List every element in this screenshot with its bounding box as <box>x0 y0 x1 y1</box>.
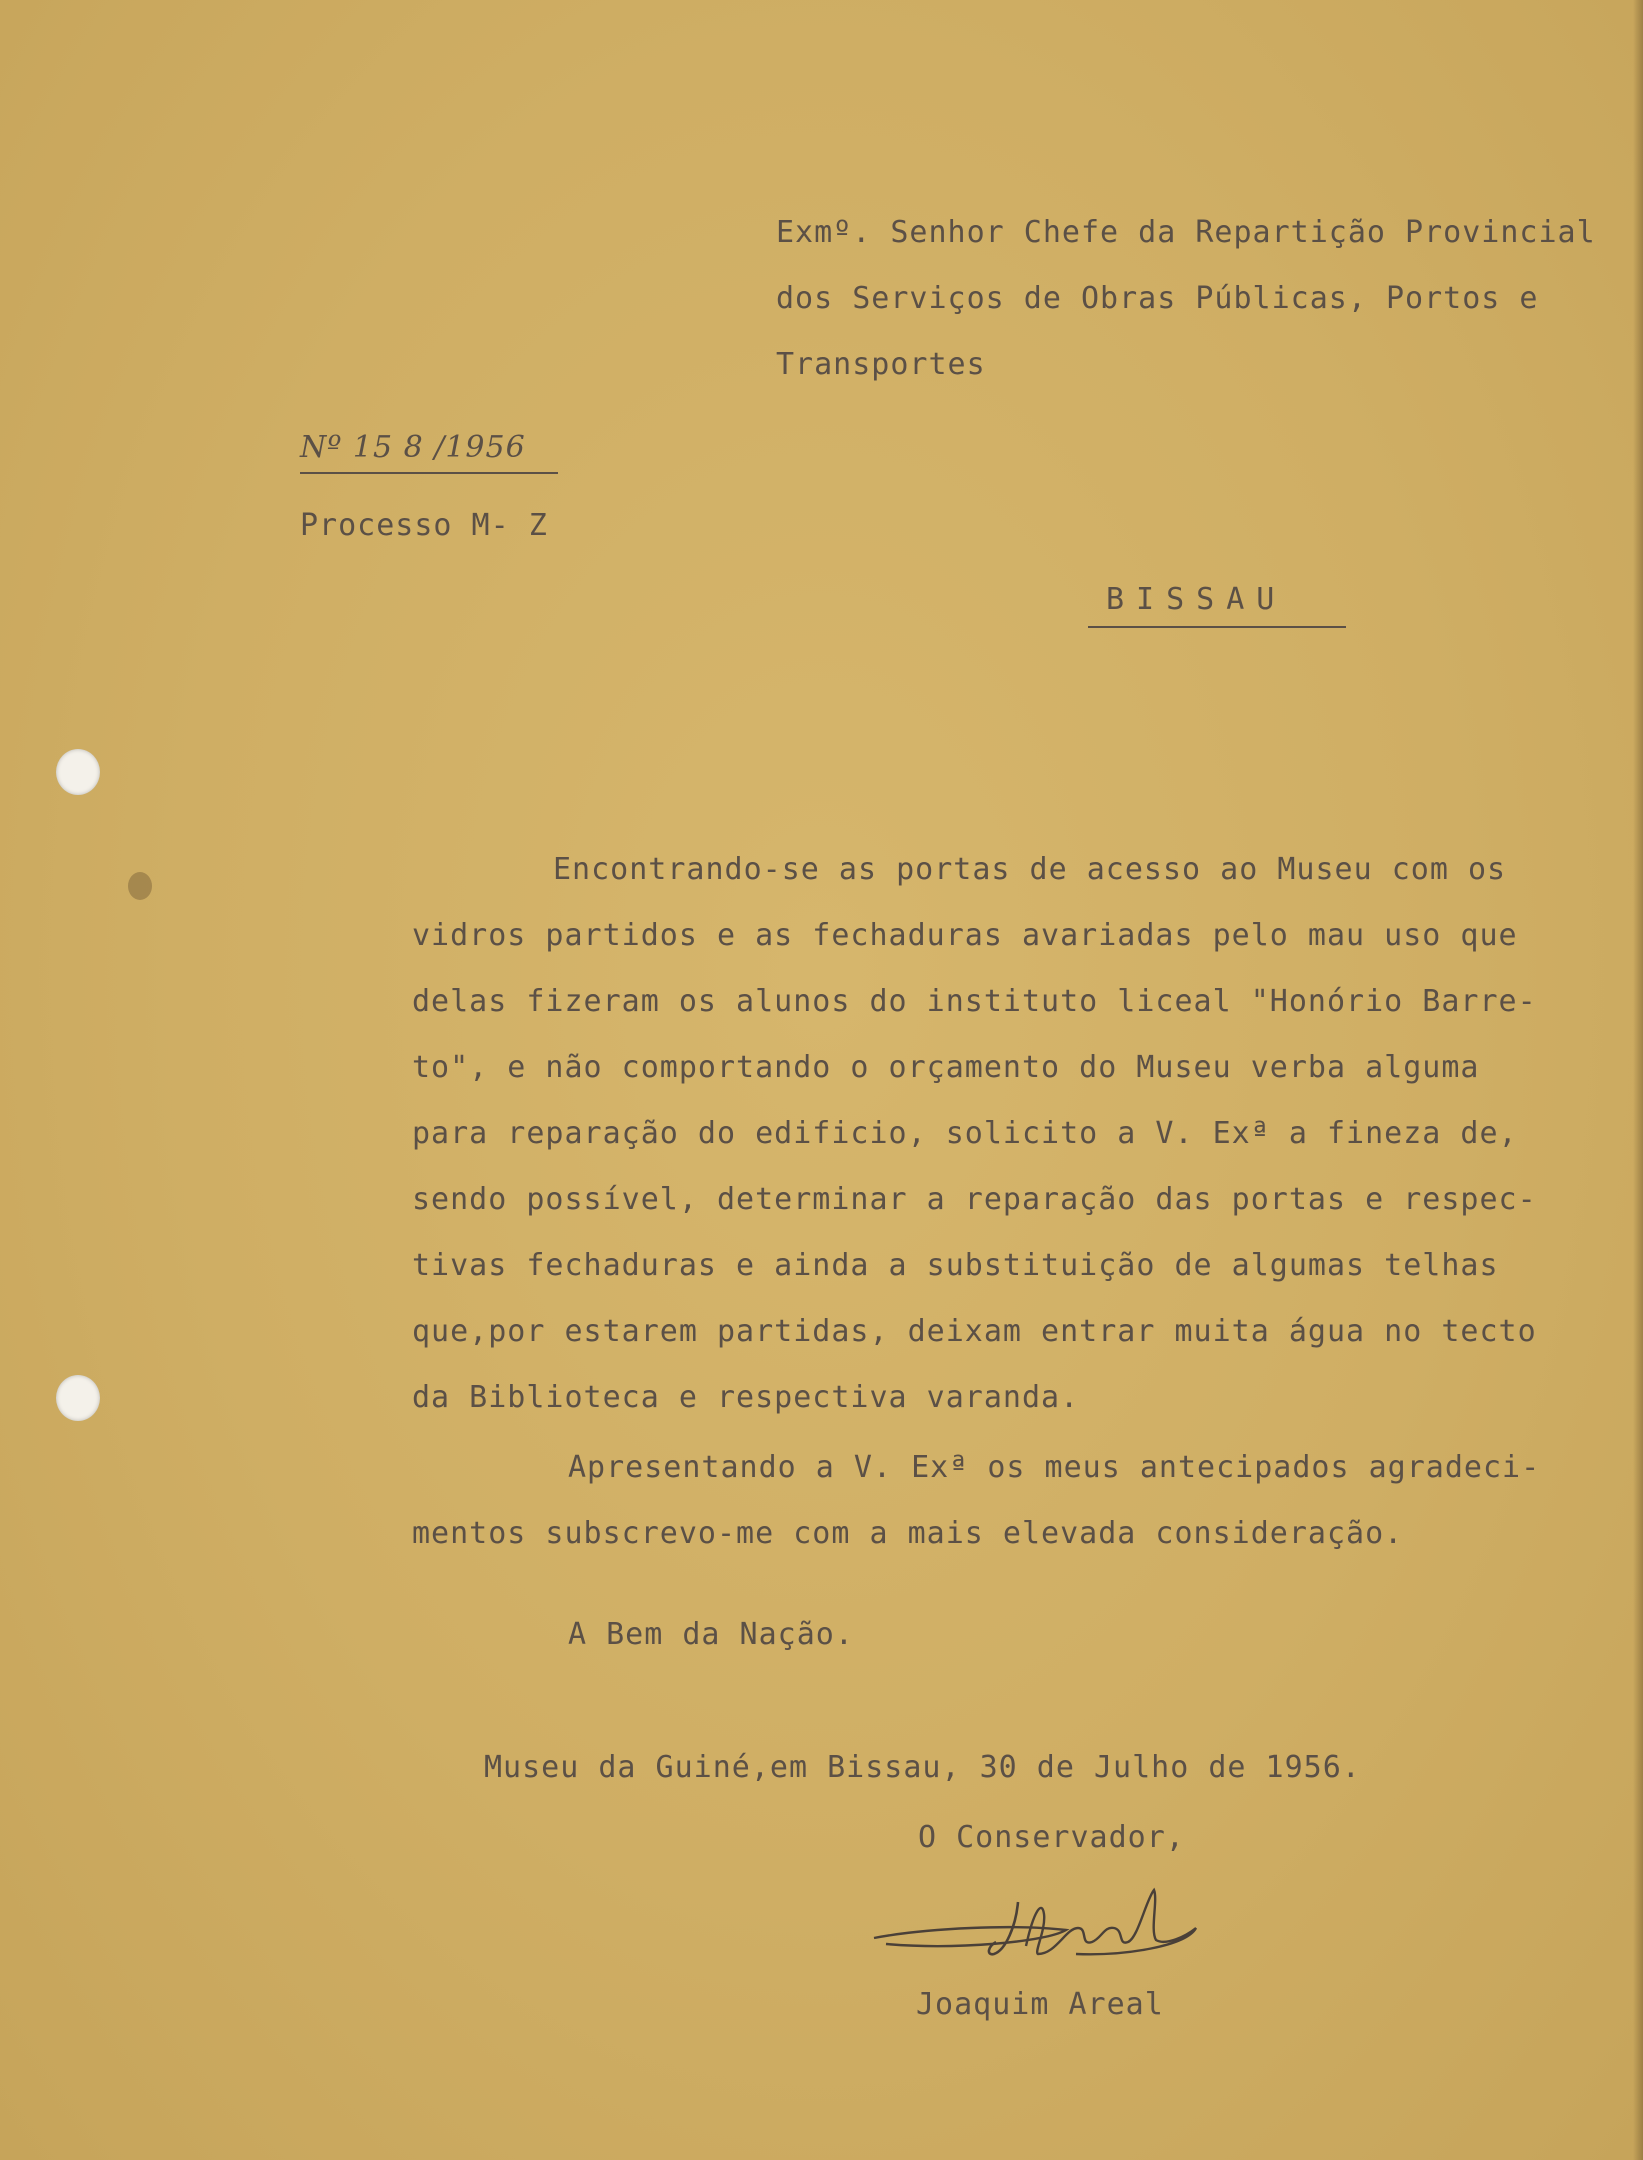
paper-edge <box>1633 0 1643 2160</box>
city-heading <box>1088 582 1346 632</box>
city-underline <box>1088 626 1346 628</box>
ink-stain <box>128 872 152 900</box>
body-line-10: Apresentando a V. Exª os meus antecipados agradeci- <box>568 1450 1541 1485</box>
body-line-1: Encontrando-se as portas de acesso ao Museu com os <box>553 852 1507 887</box>
body-line-4: to", e não comportando o orçamento do Museu verba alguma <box>412 1050 1480 1085</box>
handwritten-signature <box>866 1870 1226 1980</box>
salutation: A Bem da Nação. <box>568 1617 854 1652</box>
city-text: BISSAU <box>1106 582 1287 617</box>
addressee-line-3: Transportes <box>776 347 986 382</box>
body-line-6: sendo possível, determinar a reparação das portas e respec- <box>412 1182 1537 1217</box>
process-label: Processo M- Z <box>300 508 548 543</box>
body-line-2: vidros partidos e as fechaduras avariadas pelo mau uso que <box>412 918 1518 953</box>
body-line-7: tivas fechaduras e ainda a substituição de algumas telhas <box>412 1248 1499 1283</box>
punch-hole-bottom <box>56 1375 100 1421</box>
body-line-9: da Biblioteca e respectiva varanda. <box>412 1380 1080 1415</box>
addressee-line-1: Exmº. Senhor Chefe da Repartição Provincial <box>776 215 1596 250</box>
reference-underline <box>300 472 558 474</box>
body-line-5: para reparação do edificio, solicito a V. Exª a fineza de, <box>412 1116 1518 1151</box>
body-line-11: mentos subscrevo-me com a mais elevada consideração. <box>412 1516 1404 1551</box>
reference-number-text: Nº 15 8 /1956 <box>300 430 526 465</box>
body-line-3: delas fizeram os alunos do instituto liceal "Honório Barre- <box>412 984 1537 1019</box>
reference-number <box>300 430 560 474</box>
addressee-line-2: dos Serviços de Obras Públicas, Portos e <box>776 281 1539 316</box>
body-line-8: que,por estarem partidas, deixam entrar muita água no tecto <box>412 1314 1537 1349</box>
signatory-name: Joaquim Areal <box>916 1987 1164 2022</box>
punch-hole-top <box>56 749 100 795</box>
signatory-role: O Conservador, <box>918 1820 1185 1855</box>
place-date: Museu da Guiné,em Bissau, 30 de Julho de 1956. <box>484 1750 1361 1785</box>
